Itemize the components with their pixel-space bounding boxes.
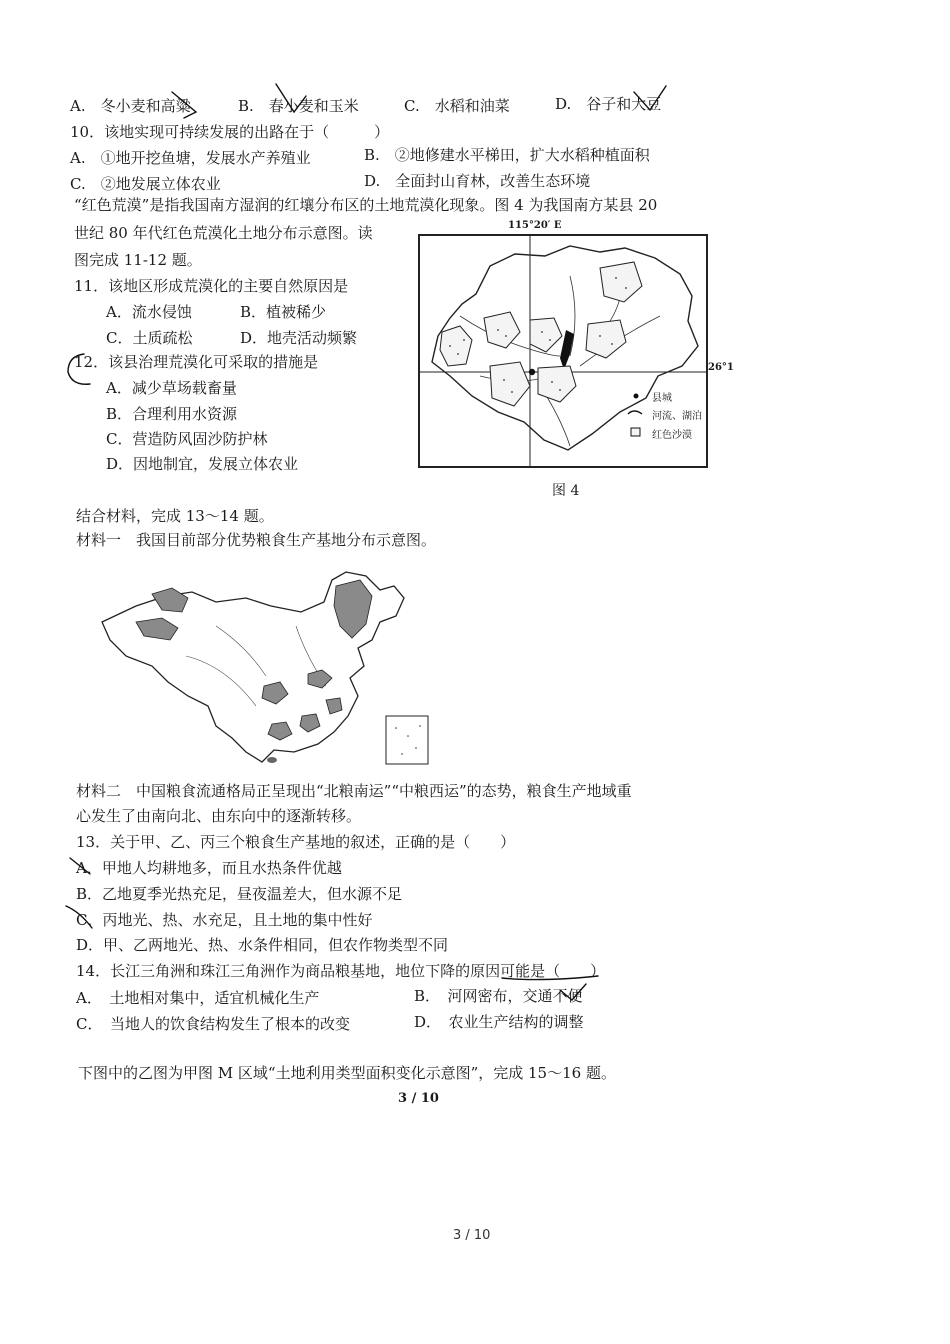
q13-option-c: C．丙地光、热、水充足，且土地的集中性好: [76, 911, 373, 929]
q14-option-d: D． 农业生产结构的调整: [414, 1013, 584, 1031]
q13-option-b: B．乙地夏季光热充足，昼夜温差大，但水源不足: [76, 885, 403, 903]
material-2-line2: 心发生了由南向北、由东向中的逐渐转移。: [76, 807, 362, 825]
q10-stem: 10．该地实现可持续发展的出路在于（ ）: [70, 123, 390, 141]
q9-option-a: A. 冬小麦和高粱: [70, 97, 191, 115]
material-2-line1: 材料二 中国粮食流通格局正呈现出“北粮南运”“中粮西运”的态势，粮食生产地域重: [76, 782, 632, 800]
q12-stem: 12．该县治理荒漠化可采取的措施是: [74, 353, 319, 371]
fig4-legend-river-lake: 河流、湖泊: [652, 411, 702, 422]
footer-page-number: 3 / 10: [453, 1228, 491, 1243]
q14-option-c: C． 当地人的饮食结构发生了根本的改变: [76, 1015, 350, 1033]
intro-red-desert-line1: “红色荒漠”是指我国南方湿润的红壤分布区的土地荒漠化现象。图 4 为我国南方某县 20: [74, 196, 658, 214]
q11-option-c: C．土质疏松: [106, 329, 193, 347]
q12-option-a: A．减少草场载畜量: [106, 379, 237, 397]
q13-option-d: D．甲、乙两地光、热、水条件相同，但农作物类型不同: [76, 936, 449, 954]
q9-option-d: D. 谷子和大豆: [555, 95, 662, 113]
intro-15-16: 下图中的乙图为甲图 M 区域“土地利用类型面积变化示意图”，完成 15～16 题。: [78, 1064, 616, 1082]
q10-option-a: A. ①地开挖鱼塘，发展水产养殖业: [70, 149, 311, 167]
scan-page-number: 3 / 10: [398, 1091, 439, 1106]
fig4-caption: 图 4: [552, 483, 580, 499]
q11-option-d: D．地壳活动频繁: [240, 329, 358, 347]
q11-stem: 11．该地区形成荒漠化的主要自然原因是: [74, 277, 349, 295]
q10-option-d: D. 全面封山育林，改善生态环境: [364, 172, 591, 190]
q12-option-c: C．营造防风固沙防护林: [106, 430, 268, 448]
q14-option-b: B． 河网密布，交通不便: [414, 987, 583, 1005]
q11-option-a: A．流水侵蚀: [106, 303, 192, 321]
q9-option-c: C. 水稻和油菜: [404, 97, 510, 115]
q10-option-c: C. ②地发展立体农业: [70, 175, 221, 193]
q14-option-a: A． 土地相对集中，适宜机械化生产: [76, 989, 320, 1007]
q12-option-b: B．合理利用水资源: [106, 405, 238, 423]
fig4-legend-red-desert: 红色沙漠: [652, 430, 692, 441]
china-grain-base-map: [96, 566, 436, 768]
intro-red-desert-line2: 世纪 80 年代红色荒漠化土地分布示意图。读: [74, 224, 373, 242]
material-1: 材料一 我国目前部分优势粮食生产基地分布示意图。: [76, 531, 437, 549]
fig4-latitude-label: 26°1: [708, 362, 734, 373]
q14-stem: 14．长江三角洲和珠江三角洲作为商品粮基地，地位下降的原因可能是（ ）: [76, 962, 606, 980]
q9-option-b: B. 春小麦和玉米: [238, 97, 359, 115]
intro-red-desert-line3: 图完成 11-12 题。: [74, 251, 202, 269]
q12-option-d: D．因地制宜，发展立体农业: [106, 455, 299, 473]
fig4-longitude-label: 115°20′ E: [508, 220, 562, 231]
q13-stem: 13．关于甲、乙、丙三个粮食生产基地的叙述，正确的是（ ）: [76, 833, 516, 851]
q11-option-b: B．植被稀少: [240, 303, 327, 321]
fig4-legend-county-seat: 县城: [652, 393, 672, 404]
intro-13-14: 结合材料，完成 13～14 题。: [76, 507, 274, 525]
q10-option-b: B. ②地修建水平梯田，扩大水稻种植面积: [364, 146, 650, 164]
fig4-map: [418, 234, 708, 468]
q13-option-a: A．甲地人均耕地多，而且水热条件优越: [76, 859, 342, 877]
